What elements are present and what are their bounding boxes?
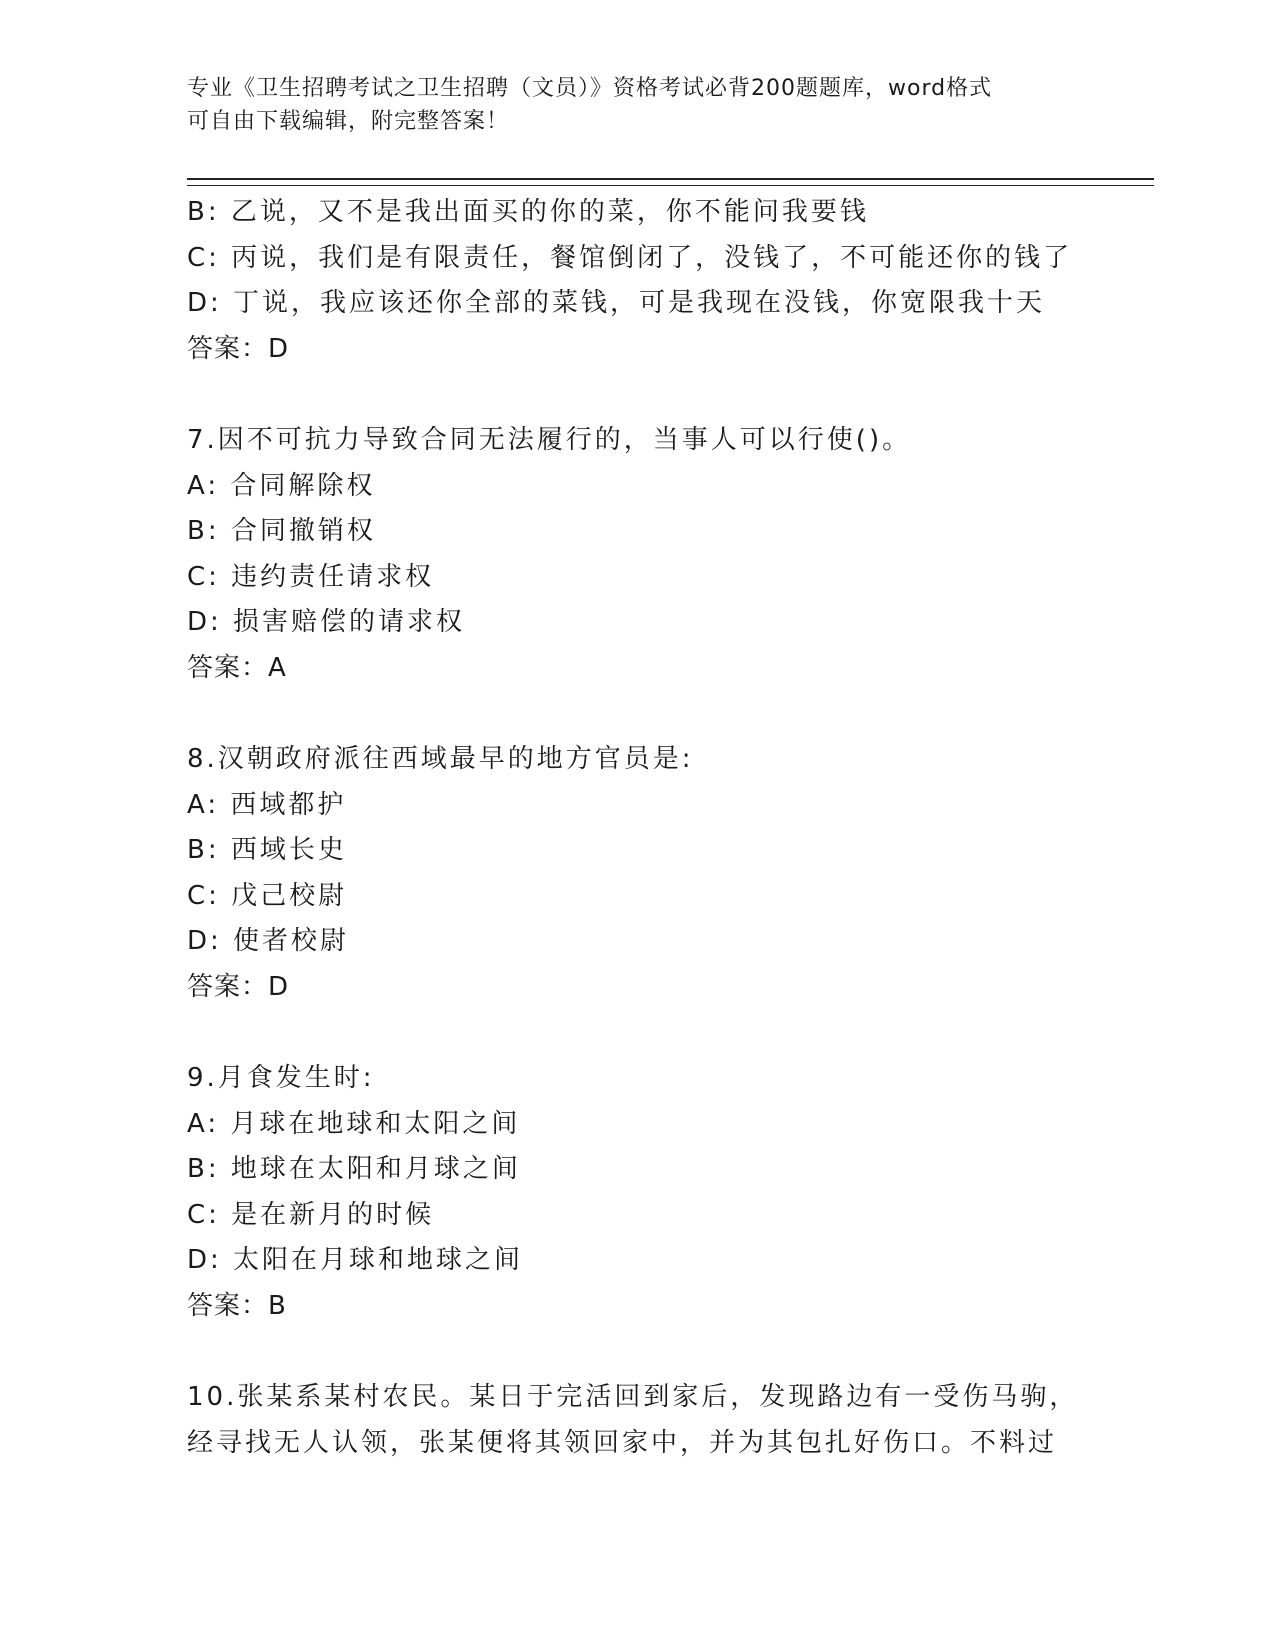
option-c: C: 戊己校尉 <box>187 880 348 911</box>
option-a: A: 月球在地球和太阳之间 <box>187 1108 521 1139</box>
option-d: D: 太阳在月球和地球之间 <box>187 1245 524 1275</box>
answer: 答案：A <box>187 652 287 683</box>
option-b: B: 西域长史 <box>187 835 347 865</box>
question-stem: 7.因不可抗力导致合同无法履行的，当事人可以行使()。 <box>187 425 912 455</box>
question-6-tail <box>187 190 1087 372</box>
option-d: D: 丁说，我应该还你全部的菜钱，可是我现在没钱，你宽限我十天 <box>187 288 1046 318</box>
question-8 <box>187 737 1087 1010</box>
question-list <box>187 190 1087 1466</box>
question-stem-line-1: 10.张某系某村农民。某日于完活回到家后，发现路边有一受伤马驹， <box>187 1382 1079 1412</box>
option-a: A: 西域都护 <box>187 789 347 820</box>
header-line-2: 可自由下载编辑，附完整答案！ <box>187 109 510 134</box>
header-line-1: 专业《卫生招聘考试之卫生招聘（文员）》资格考试必背200题题库，word格式 <box>187 76 993 101</box>
option-b: B: 乙说，又不是我出面买的你的菜，你不能问我要钱 <box>187 197 869 227</box>
option-d: D: 损害赔偿的请求权 <box>187 607 466 637</box>
option-b: B: 地球在太阳和月球之间 <box>187 1154 521 1184</box>
answer: 答案：B <box>187 1290 287 1321</box>
question-7 <box>187 418 1087 691</box>
question-9 <box>187 1056 1087 1329</box>
option-a: A: 合同解除权 <box>187 470 376 501</box>
option-b: B: 合同撤销权 <box>187 516 376 546</box>
option-d: D: 使者校尉 <box>187 926 350 956</box>
answer: 答案：D <box>187 333 290 364</box>
question-stem-line-2: 经寻找无人认领，张某便将其领回家中，并为其包扎好伤口。不料过 <box>187 1427 1058 1458</box>
header-divider <box>187 178 1154 186</box>
option-c: C: 是在新月的时候 <box>187 1199 435 1230</box>
question-stem: 9.月食发生时: <box>187 1063 375 1093</box>
document-header <box>187 72 1087 138</box>
option-c: C: 丙说，我们是有限责任，餐馆倒闭了，没钱了，不可能还你的钱了 <box>187 242 1073 273</box>
option-c: C: 违约责任请求权 <box>187 561 435 592</box>
answer: 答案：D <box>187 971 290 1002</box>
question-stem: 8.汉朝政府派往西域最早的地方官员是: <box>187 744 694 774</box>
question-10 <box>187 1375 1087 1466</box>
